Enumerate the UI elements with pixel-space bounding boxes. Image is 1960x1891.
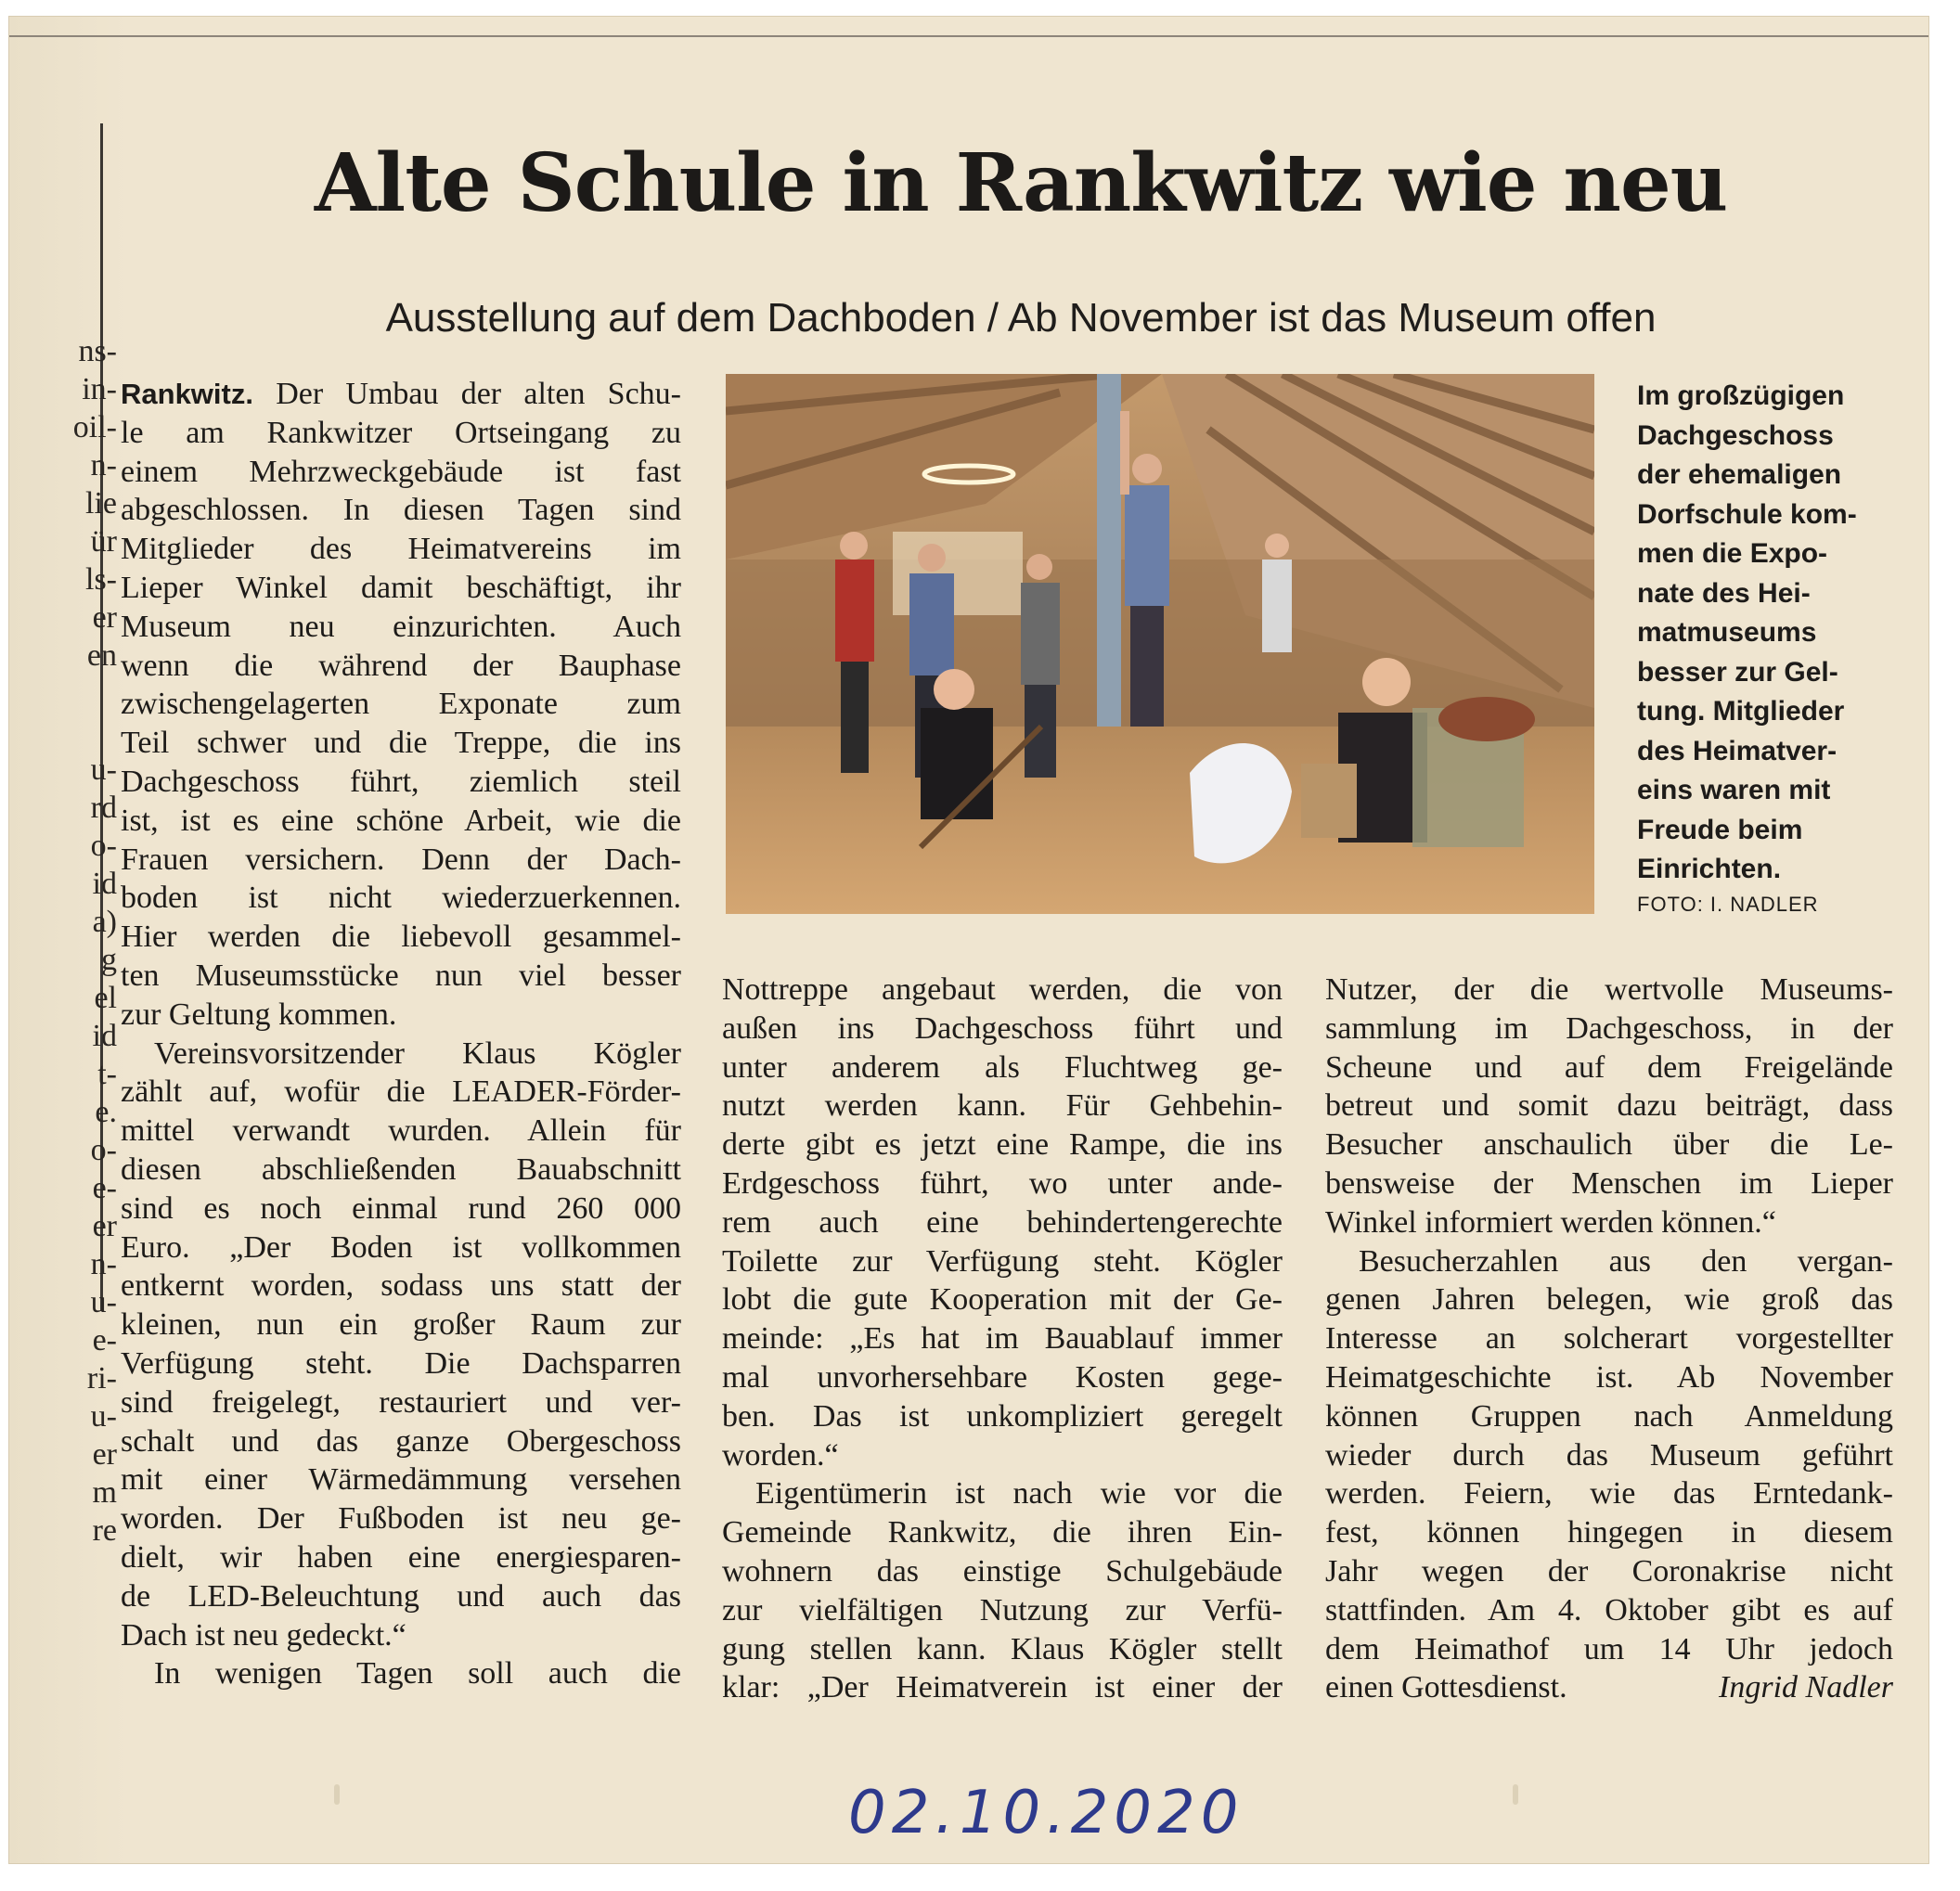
article-line-text: ist, ist es eine schöne Arbeit, wie die	[121, 803, 681, 838]
article-line-text: dielt, wir haben eine energiesparen-	[121, 1539, 681, 1575]
adjacent-text-fragment: e-	[92, 1323, 117, 1357]
article-line-text: dem Heimathof um 14 Uhr jedoch	[1325, 1631, 1893, 1666]
article-line-text: entkernt worden, sodass uns statt der	[121, 1268, 681, 1304]
article-line	[1325, 1280, 1893, 1319]
article-line	[121, 685, 681, 724]
adjacent-text-fragment	[43, 675, 117, 713]
caption-line: tung. Mitglieder	[1637, 696, 1845, 727]
article-line	[121, 1654, 681, 1693]
caption-line: des Heimatver-	[1637, 735, 1838, 766]
article-line	[121, 957, 681, 996]
article-line-text: einen Gottesdienst.	[1325, 1670, 1567, 1705]
article-line	[722, 1474, 1283, 1513]
article-line-text: Mitglieder des Heimatvereins im	[121, 532, 681, 567]
article-line	[121, 1577, 681, 1616]
article-column-2	[722, 971, 1283, 1707]
adjacent-text-fragment: u-	[90, 1399, 117, 1434]
article-line	[121, 608, 681, 647]
article-line-text: Scheune und auf dem Freigelände	[1325, 1049, 1893, 1085]
caption-line: der ehemaligen	[1637, 459, 1842, 490]
article-line-text: derte gibt es jetzt eine Rampe, die ins	[722, 1127, 1283, 1163]
adjacent-text-fragment: id	[92, 1019, 117, 1053]
article-line-text: klar: „Der Heimatverein ist einer der	[722, 1670, 1283, 1705]
article-line-text: zur Geltung kommen.	[121, 997, 397, 1032]
adjacent-text-fragment: o-	[90, 829, 117, 863]
adjacent-text-fragment: id	[92, 867, 117, 901]
article-line-text: Eigentümerin ist nach wie vor die	[755, 1476, 1283, 1512]
article-line-text: Toilette zur Verfügung steht. Kögler	[722, 1243, 1283, 1279]
adjacent-text-fragment: m	[92, 1475, 117, 1510]
photo-credit: FOTO: I. NADLER	[1637, 893, 1819, 916]
handwritten-date-text: 02.10.2020	[848, 1779, 1244, 1847]
adjacent-text-fragment: ns-	[78, 334, 117, 368]
article-line	[121, 1383, 681, 1422]
article-line	[121, 1267, 681, 1306]
article-line	[121, 802, 681, 841]
adjacent-text-fragment: in-	[82, 372, 117, 406]
article-line	[722, 1436, 1283, 1475]
article-column-1	[121, 375, 681, 1693]
adjacent-text-fragment: er	[92, 1209, 117, 1243]
adjacent-text-fragment: ri-	[86, 1361, 117, 1396]
article-line	[722, 1630, 1283, 1669]
caption-line: eins waren mit	[1637, 775, 1831, 805]
newspaper-clipping	[9, 17, 1928, 1863]
article-line-text: Frauen versichern. Denn der Dach-	[121, 842, 681, 877]
article-line	[121, 918, 681, 957]
adjacent-text-fragment: u-	[90, 753, 117, 787]
adjacent-text-fragment: oil-	[72, 410, 117, 444]
article-line	[121, 453, 681, 492]
article-line-text: Teil schwer und die Treppe, die ins	[121, 726, 681, 761]
article-line-text: ben. Das ist unkompliziert geregelt	[722, 1398, 1283, 1434]
article-line	[722, 1591, 1283, 1630]
article-line-text: de LED-Beleuchtung und auch das	[121, 1578, 681, 1614]
article-line-text: diesen abschließenden Bauabschnitt	[121, 1151, 681, 1187]
adjacent-text-fragment: t-	[97, 1057, 117, 1091]
adjacent-text-fragment: n-	[90, 1247, 117, 1281]
adjacent-text-fragment: lie	[85, 486, 117, 521]
pin-mark	[1513, 1784, 1518, 1805]
adjacent-text-fragment: el	[94, 981, 117, 1015]
article-line-text: Der Umbau der alten Schu-	[252, 377, 681, 411]
article-line	[121, 841, 681, 880]
headline: Alte Schule in Rankwitz wie neu	[314, 136, 1728, 230]
article-line-text: Besucher anschaulich über die Le-	[1325, 1127, 1893, 1163]
article-line-text: zählt auf, wofür die LEADER-Förder-	[121, 1074, 681, 1110]
article-line	[722, 1358, 1283, 1397]
adjacent-text-fragment: e-	[92, 1171, 117, 1205]
adjacent-text-fragment: er	[92, 600, 117, 635]
article-line-text: kleinen, nun ein großer Raum zur	[121, 1307, 681, 1343]
article-line-text: boden ist nicht wiederzuerkennen.	[121, 881, 681, 916]
article-line-text: Heimatgeschichte ist. Ab November	[1325, 1359, 1893, 1395]
article-line-text: ten Museumsstücke nun viel besser	[121, 958, 681, 993]
article-line	[1325, 1436, 1893, 1475]
article-line	[121, 1306, 681, 1344]
article-line	[121, 375, 681, 414]
adjacent-text-fragment: er	[92, 1437, 117, 1472]
article-line-text: Nutzer, der die wertvolle Museums-	[1325, 972, 1893, 1007]
article-line-text: bensweise der Menschen im Lieper	[1325, 1165, 1893, 1201]
article-line	[1325, 1552, 1893, 1591]
article-line-text: Erdgeschoss führt, wo unter ande-	[722, 1165, 1283, 1201]
article-line-text: unter anderem als Fluchtweg ge-	[722, 1049, 1283, 1085]
adjacent-text-fragment: u-	[90, 1285, 117, 1319]
article-line	[121, 1344, 681, 1383]
article-line-text: sind es noch einmal rund 260 000	[121, 1190, 681, 1226]
article-line-text: rem auch eine behindertengerechte	[722, 1204, 1283, 1240]
article-line	[121, 996, 681, 1035]
article-line	[722, 1203, 1283, 1242]
article-line	[1325, 1591, 1893, 1630]
article-line	[1325, 1087, 1893, 1126]
adjacent-text-fragment: e.	[95, 1095, 117, 1129]
article-line	[121, 530, 681, 569]
article-line	[722, 1087, 1283, 1126]
article-line	[1325, 1630, 1893, 1669]
article-line	[722, 1126, 1283, 1164]
article-line-text: sammlung im Dachgeschoss, in der	[1325, 1010, 1893, 1046]
caption-line: matmuseums	[1637, 617, 1817, 648]
article-line-text: zur vielfältigen Nutzung zur Verfü-	[722, 1592, 1283, 1627]
article-line	[1325, 1513, 1893, 1552]
article-line	[722, 1397, 1283, 1436]
article-line	[1325, 1668, 1893, 1707]
article-line-text: Dach ist neu gedeckt.“	[121, 1617, 406, 1653]
caption-line: Dorfschule kom-	[1637, 498, 1857, 530]
article-line-text: Interesse an solcherart vorgestellter	[1325, 1321, 1893, 1357]
article-line-text: Nottreppe angebaut werden, die von	[722, 972, 1283, 1007]
article-line-text: Dachgeschoss führt, ziemlich steil	[121, 764, 681, 799]
article-line	[121, 1616, 681, 1655]
article-line-text: einem Mehrzweckgebäude ist fast	[121, 454, 681, 489]
article-line	[121, 491, 681, 530]
article-line	[1325, 1474, 1893, 1513]
article-line	[722, 1668, 1283, 1707]
caption-line: men die Expo-	[1637, 538, 1828, 569]
top-rule	[9, 35, 1928, 37]
adjacent-text-fragment: ür	[90, 524, 117, 559]
article-line	[722, 1164, 1283, 1203]
article-line-text: Verfügung steht. Die Dachsparren	[121, 1345, 681, 1381]
article-line-text: In wenigen Tagen soll auch die	[154, 1656, 681, 1692]
article-line	[1325, 1203, 1893, 1242]
article-line	[722, 1280, 1283, 1319]
article-line-text: Winkel informiert werden können.“	[1325, 1204, 1776, 1240]
article-line-text: können Gruppen nach Anmeldung	[1325, 1398, 1893, 1434]
article-line-text: fest, können hingegen in diesem	[1325, 1515, 1893, 1550]
article-line	[1325, 1358, 1893, 1397]
article-line	[1325, 1242, 1893, 1281]
article-line-text: wohnern das einstige Schulgebäude	[722, 1553, 1283, 1589]
article-line-text: Vereinsvorsitzender Klaus Kögler	[154, 1036, 681, 1071]
article-line	[722, 1513, 1283, 1552]
article-line	[121, 1499, 681, 1538]
article-line	[121, 724, 681, 763]
article-line-text: schalt und das ganze Obergeschoss	[121, 1423, 681, 1459]
adjacent-text-fragment: o-	[90, 1133, 117, 1167]
article-line-text: abgeschlossen. In diesen Tagen sind	[121, 493, 681, 528]
article-line	[121, 1035, 681, 1074]
article-line-text: wenn die während der Bauphase	[121, 648, 681, 683]
article-line	[722, 1242, 1283, 1281]
adjacent-text-fragment: n-	[90, 448, 117, 482]
article-line-text: gung stellen kann. Klaus Kögler stellt	[722, 1631, 1283, 1666]
article-line-text: Lieper Winkel damit beschäftigt, ihr	[121, 570, 681, 605]
article-line	[121, 1538, 681, 1577]
article-line	[121, 569, 681, 608]
caption-line: Einrichten.	[1637, 854, 1782, 884]
caption-line: besser zur Gel-	[1637, 656, 1838, 688]
article-line	[1325, 1048, 1893, 1087]
author-byline: Ingrid Nadler	[1719, 1670, 1893, 1705]
caption-line: Im großzügigen	[1637, 380, 1845, 411]
adjacent-text-fragment: a)	[92, 905, 117, 939]
article-line	[1325, 1164, 1893, 1203]
caption-line: Freude beim	[1637, 814, 1803, 845]
article-line-text: werden. Feiern, wie das Erntedank-	[1325, 1476, 1893, 1512]
article-line	[121, 1073, 681, 1112]
article-line	[121, 1112, 681, 1151]
photo-caption	[1637, 377, 1915, 890]
caption-line: nate des Hei-	[1637, 577, 1811, 609]
article-line	[1325, 971, 1893, 1010]
article-line-text: Jahr wegen der Coronakrise nicht	[1325, 1553, 1893, 1589]
article-line-text: Besucherzahlen aus den vergan-	[1359, 1243, 1893, 1279]
article-line-text: Hier werden die liebevoll gesammel-	[121, 920, 681, 955]
article-column-3	[1325, 971, 1893, 1707]
article-line-text: wieder durch das Museum geführt	[1325, 1437, 1893, 1473]
article-line-text: lobt die gute Kooperation mit der Ge-	[722, 1282, 1283, 1318]
article-line-text: Gemeinde Rankwitz, die ihren Ein-	[722, 1515, 1283, 1550]
article-line-text: Museum neu einzurichten. Auch	[121, 609, 681, 644]
article-line	[722, 1319, 1283, 1358]
article-line-text: mittel verwandt wurden. Allein für	[121, 1113, 681, 1149]
adjacent-text-fragment: re	[92, 1513, 117, 1548]
article-line	[722, 971, 1283, 1010]
pin-mark	[334, 1784, 340, 1805]
caption-line: Dachgeschoss	[1637, 419, 1834, 451]
dateline: Rankwitz.	[121, 378, 253, 410]
article-line	[1325, 1397, 1893, 1436]
article-line	[121, 414, 681, 453]
article-line	[121, 1229, 681, 1267]
subheadline: Ausstellung auf dem Dachboden / Ab November ist das Museum offen	[385, 295, 1657, 341]
article-line	[121, 647, 681, 686]
article-line	[121, 1151, 681, 1190]
article-line	[121, 879, 681, 918]
article-line-text: nutzt werden kann. Für Gehbehin-	[722, 1088, 1283, 1124]
article-line	[121, 763, 681, 802]
article-line	[121, 1460, 681, 1499]
article-photo	[726, 374, 1594, 914]
article-line	[1325, 1319, 1893, 1358]
adjacent-column-text	[43, 332, 117, 1550]
article-line	[722, 1010, 1283, 1048]
article-line-text: sind freigelegt, restauriert und ver-	[121, 1384, 681, 1420]
adjacent-text-fragment: g	[101, 943, 117, 977]
attic-photo-illustration	[726, 374, 1594, 914]
article-line	[121, 1190, 681, 1229]
article-line-text: mit einer Wärmedämmung versehen	[121, 1462, 681, 1498]
article-line-text: mal unvorhersehbare Kosten gege-	[722, 1359, 1283, 1395]
article-line	[121, 1422, 681, 1461]
article-line-text: worden. Der Fußboden ist neu ge-	[121, 1501, 681, 1537]
article-line-text: Euro. „Der Boden ist vollkommen	[121, 1229, 681, 1265]
article-line	[1325, 1126, 1893, 1164]
article-line-text: worden.“	[722, 1437, 839, 1473]
article-line-text: außen ins Dachgeschoss führt und	[722, 1010, 1283, 1046]
handwritten-date	[843, 1775, 1251, 1849]
article-line	[722, 1552, 1283, 1591]
article-line	[722, 1048, 1283, 1087]
adjacent-text-fragment	[43, 713, 117, 751]
article-line-text: le am Rankwitzer Ortseingang zu	[121, 415, 681, 450]
adjacent-text-fragment: ls-	[85, 562, 117, 597]
article-line-text: genen Jahren belegen, wie groß das	[1325, 1282, 1893, 1318]
article-line-text: stattfinden. Am 4. Oktober gibt es auf	[1325, 1592, 1893, 1627]
article-line-text: zwischengelagerten Exponate zum	[121, 687, 681, 722]
article-line-text: betreut und somit dazu beiträgt, dass	[1325, 1088, 1893, 1124]
article-line-text: meinde: „Es hat im Bauablauf immer	[722, 1321, 1283, 1357]
article-line	[1325, 1010, 1893, 1048]
adjacent-text-fragment: en	[86, 638, 117, 673]
adjacent-text-fragment: rd	[90, 791, 117, 825]
